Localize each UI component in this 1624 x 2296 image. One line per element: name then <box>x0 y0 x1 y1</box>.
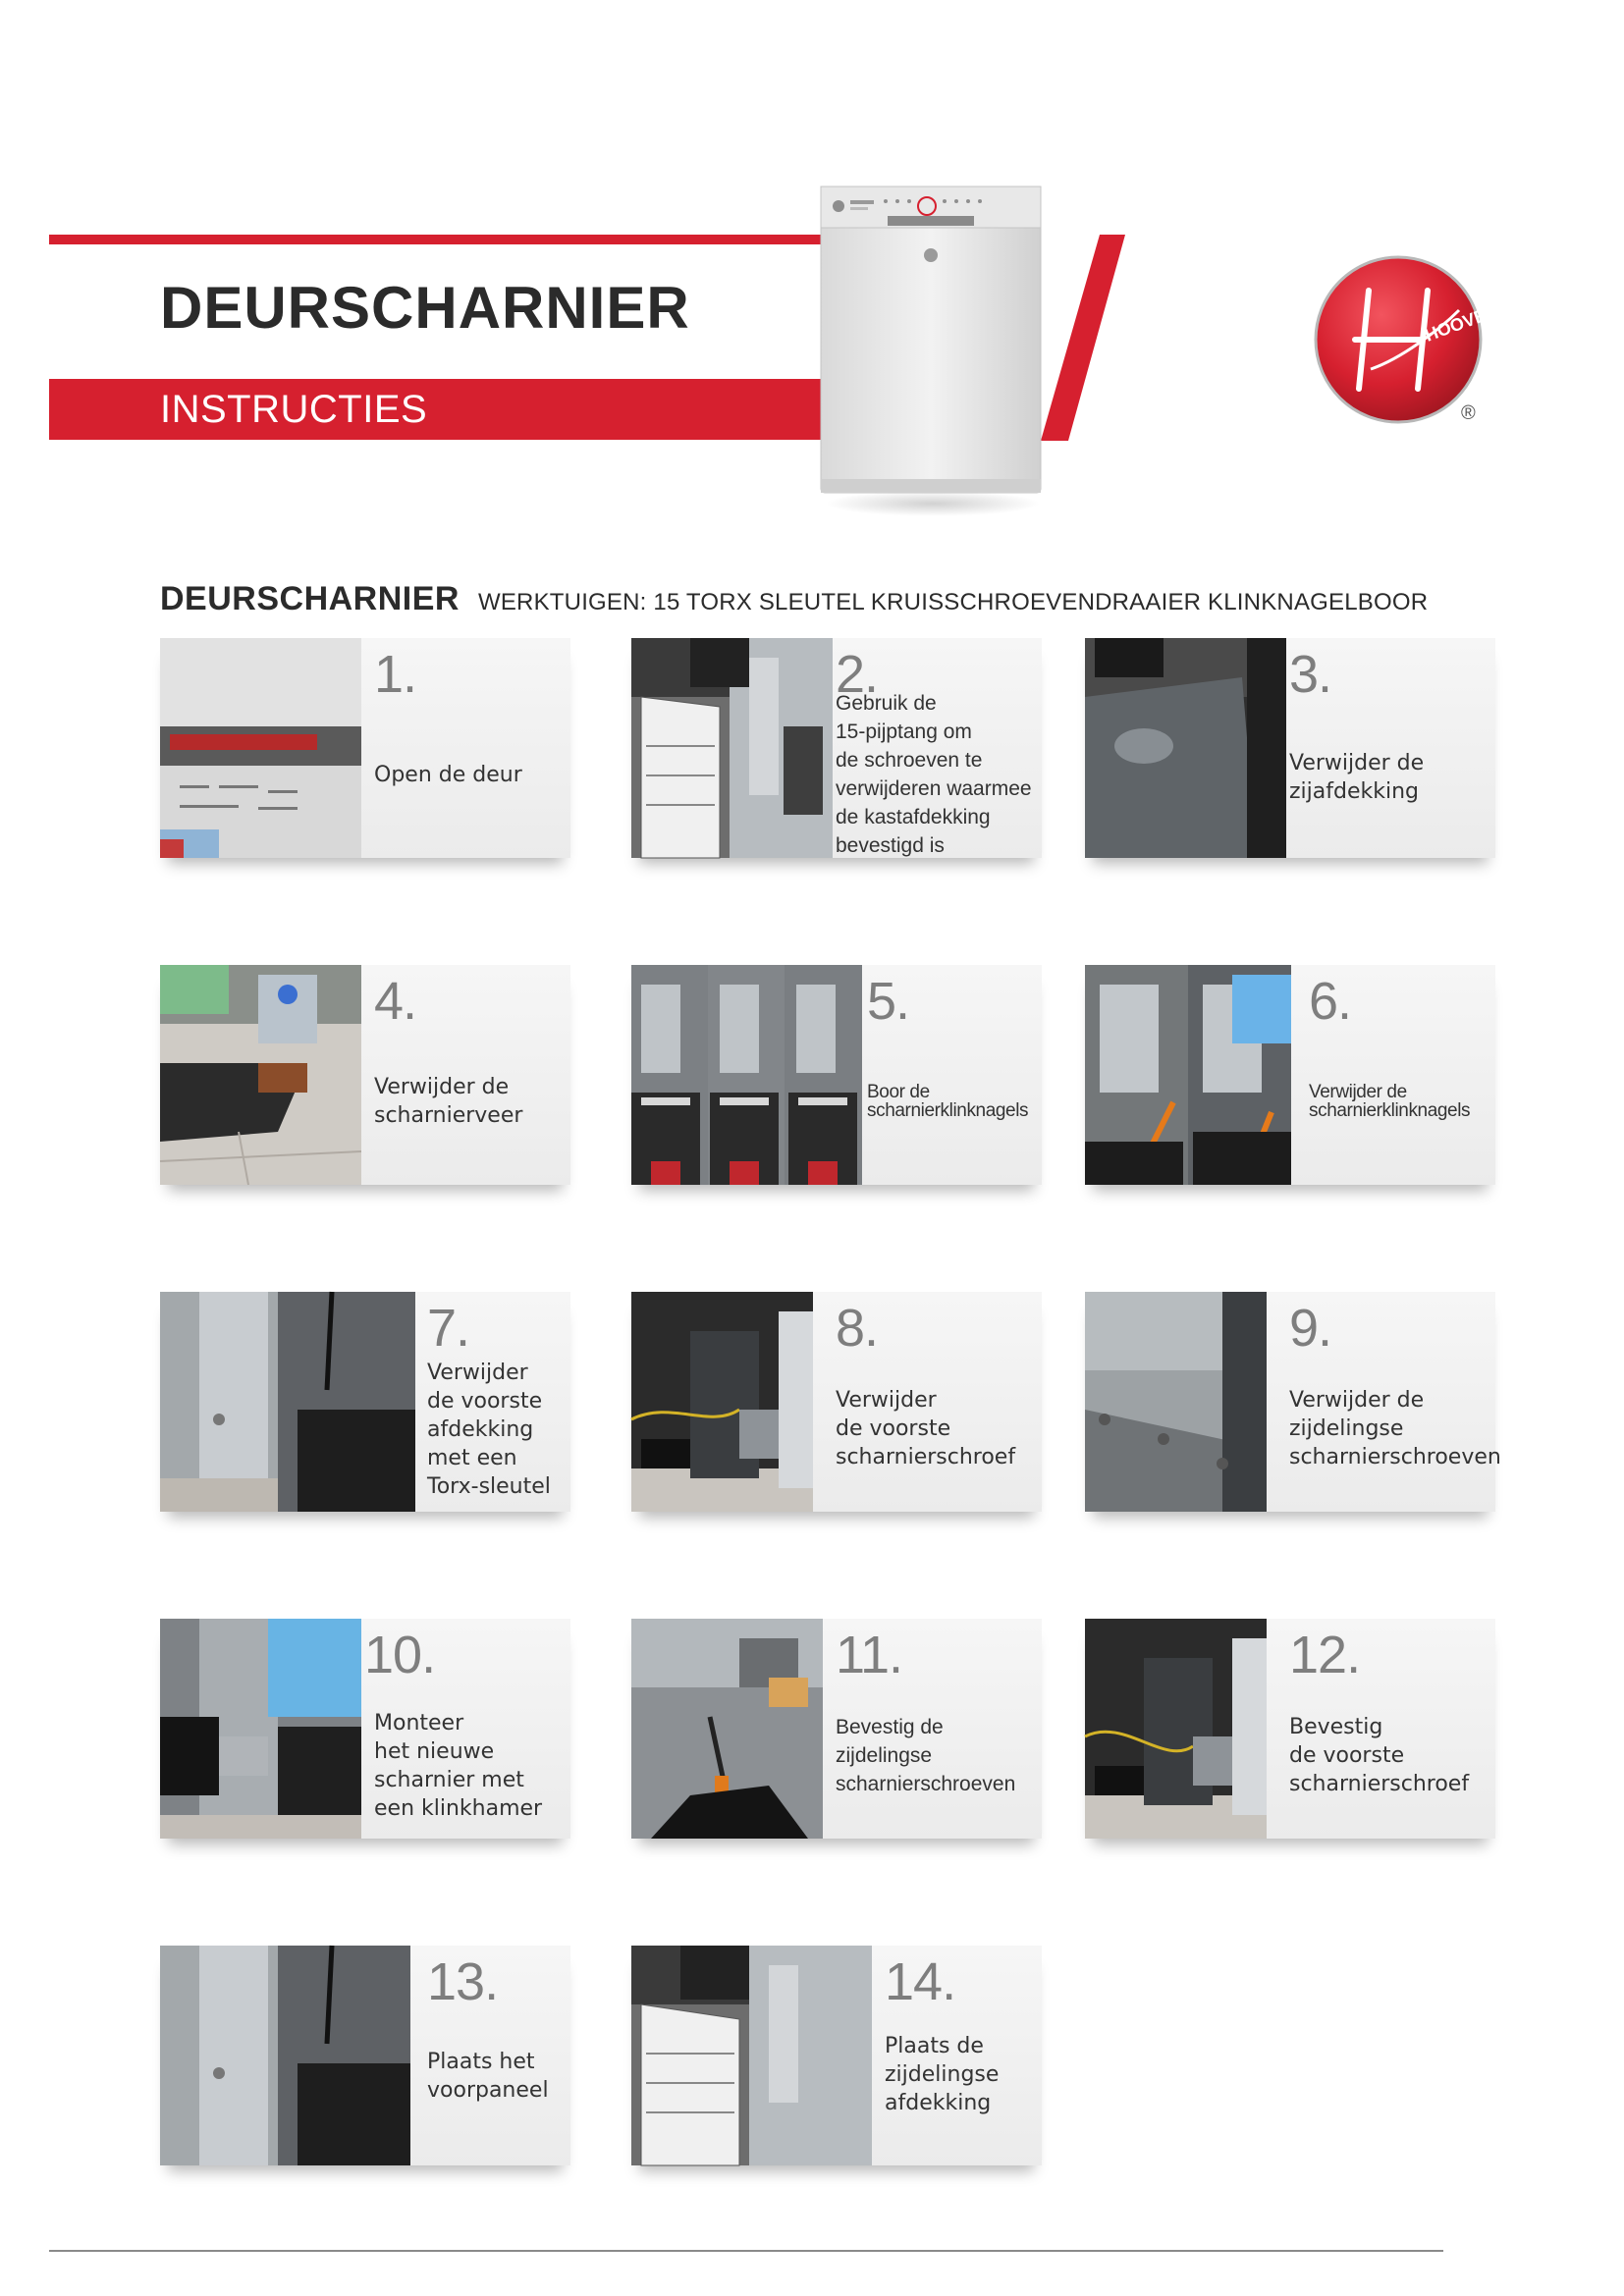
step-description: Gebruik de 15-pijptang om de schroeven te verwijderen waarmee de kastafdekking bevestigd is <box>836 692 1032 857</box>
step-card-7 <box>160 1292 570 1512</box>
step-description: Verwijder de voorste afdekking met een Torx-sleutel <box>427 1361 551 1499</box>
step-number: 5. <box>867 972 910 1031</box>
step-description: Verwijder de zijdelingse scharnierschroeven <box>1289 1388 1501 1469</box>
step-description: Plaats het voorpaneel <box>427 2050 549 2103</box>
svg-text:HOOVER: HOOVER <box>1422 300 1501 346</box>
section-title: DEURSCHARNIER <box>160 580 460 617</box>
step-11-photo <box>631 1619 823 1839</box>
dishwasher-image <box>817 185 1045 499</box>
step-13-photo <box>160 1946 410 2165</box>
step-number: 6. <box>1309 972 1352 1031</box>
step-4-photo <box>160 965 361 1185</box>
step-card-1 <box>160 638 570 858</box>
header-red-stripe <box>49 235 825 244</box>
step-description: Plaats de zijdelingse afdekking <box>885 2034 1000 2115</box>
step-description: Verwijder de zijafdekking <box>1289 751 1425 804</box>
page-title: DEURSCHARNIER <box>160 275 690 341</box>
step-description: Bevestig de zijdelingse scharnierschroeven <box>836 1716 1016 1795</box>
step-number: 2. <box>836 645 879 704</box>
step-description: Boor de scharnierklinknagels <box>867 1082 1029 1121</box>
step-description: Verwijder de scharnierklinknagels <box>1309 1082 1471 1121</box>
step-description: Verwijder de voorste scharnierschroef <box>836 1388 1016 1469</box>
step-8-photo <box>631 1292 813 1512</box>
step-card-9 <box>1085 1292 1501 1512</box>
step-number: 13. <box>427 1952 499 2011</box>
step-6-photo <box>1085 965 1291 1185</box>
step-number: 14. <box>885 1952 956 2011</box>
step-number: 12. <box>1289 1626 1361 1684</box>
step-card-2 <box>631 638 1042 858</box>
header-red-diagonal <box>1041 235 1125 441</box>
step-card-10 <box>160 1619 570 1839</box>
hoover-logo <box>1312 251 1501 428</box>
step-card-11 <box>631 1619 1042 1839</box>
step-card-3 <box>1085 638 1495 858</box>
step-10-photo <box>160 1619 361 1839</box>
step-card-4 <box>160 965 570 1185</box>
step-number: 1. <box>374 645 417 704</box>
step-description: Monteer het nieuwe scharnier met een klinkhamer <box>374 1711 543 1821</box>
step-number: 7. <box>427 1299 470 1358</box>
step-number: 10. <box>364 1626 436 1684</box>
step-7-photo <box>160 1292 415 1512</box>
step-3-photo <box>1085 638 1286 858</box>
step-12-photo <box>1085 1619 1267 1839</box>
step-5-photo <box>631 965 862 1185</box>
step-number: 3. <box>1289 645 1332 704</box>
step-number: 8. <box>836 1299 879 1358</box>
tools-list: WERKTUIGEN: 15 TORX SLEUTEL KRUISSCHROEVENDRAAIER KLINKNAGELBOOR <box>478 589 1429 615</box>
step-card-12 <box>1085 1619 1495 1839</box>
step-card-13 <box>160 1946 570 2165</box>
step-number: 4. <box>374 972 417 1031</box>
step-number: 11. <box>836 1626 903 1684</box>
page-subtitle: INSTRUCTIES <box>160 388 428 431</box>
step-9-photo <box>1085 1292 1267 1512</box>
step-description: Open de deur <box>374 763 522 787</box>
footer-line <box>49 2250 1443 2252</box>
registered-mark: ® <box>1461 402 1476 424</box>
step-card-14 <box>631 1946 1042 2165</box>
step-description: Verwijder de scharnierveer <box>374 1075 523 1128</box>
step-card-6 <box>1085 965 1495 1185</box>
step-number: 9. <box>1289 1299 1332 1358</box>
step-14-photo <box>631 1946 872 2165</box>
step-1-photo <box>160 638 361 858</box>
step-description: Bevestig de voorste scharnierschroef <box>1289 1715 1470 1796</box>
step-card-8 <box>631 1292 1042 1512</box>
step-2-photo <box>631 638 833 858</box>
step-card-5 <box>631 965 1042 1185</box>
